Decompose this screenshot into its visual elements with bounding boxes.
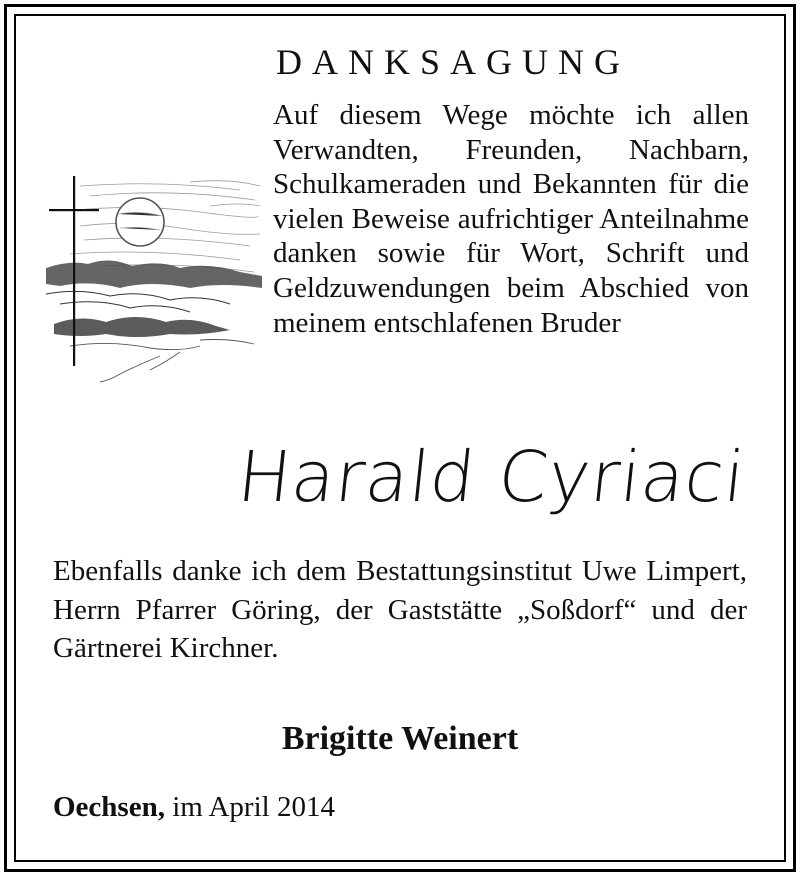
signer-name: Brigitte Weinert — [281, 720, 519, 757]
notice-title: DANKSAGUNG — [276, 42, 631, 82]
additional-thanks: Ebenfalls danke ich dem Bestattungsinstitut Uwe Limpert, Herrn Pfarrer Göring, der Gaststätte „Soßdorf“ und der Gärtnerei Kirchner. — [53, 555, 747, 664]
place-name: Oechsen, — [53, 791, 165, 823]
deceased-name: Harald Cyriaci — [233, 436, 750, 518]
date-text: im April 2014 — [172, 791, 335, 823]
cross-landscape-sun-icon — [40, 176, 262, 384]
place-date-line — [53, 788, 335, 826]
thanks-message: Auf diesem Wege möchte ich allen Verwandten, Freunden, Nachbarn, Schulkameraden und Bekannten für die vielen Beweise aufrichtiger Anteilnahme danken sowie für Wort, Schrift und Geldzuwendungen beim Abschied von meinem entschlafenen Bruder — [273, 99, 749, 339]
